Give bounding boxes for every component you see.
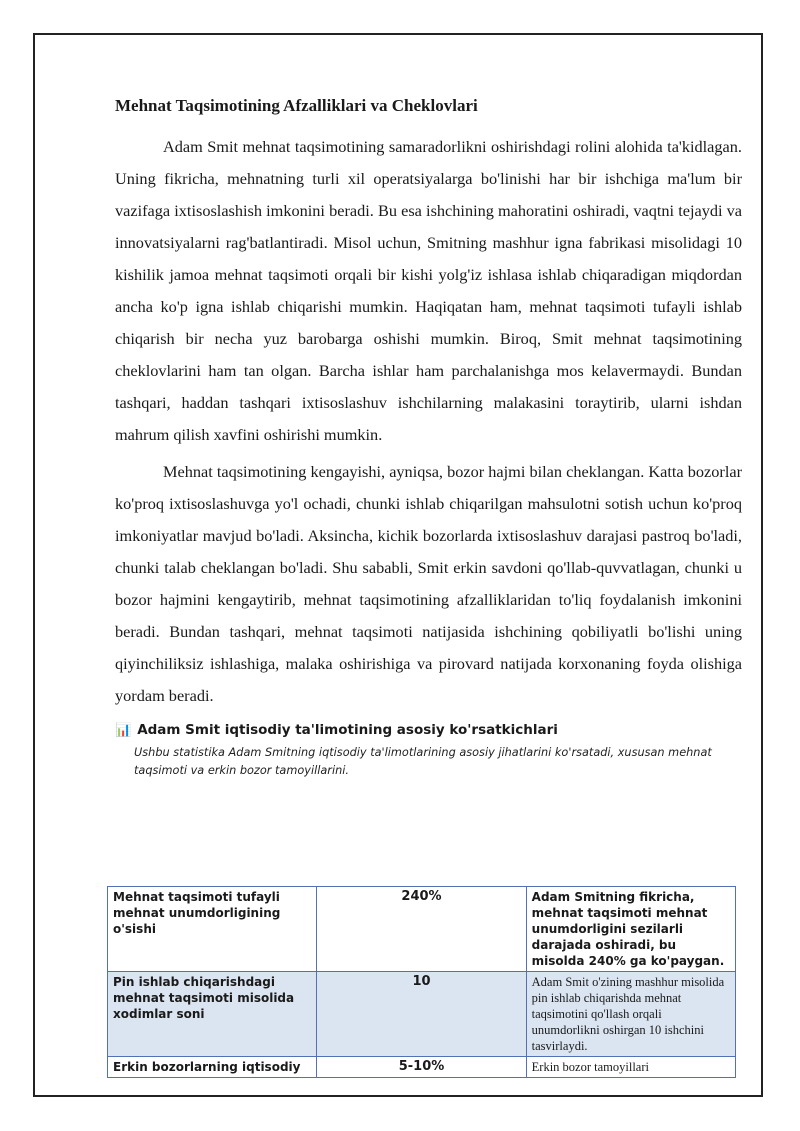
stats-title bbox=[115, 722, 742, 738]
row-value: 5-10% bbox=[317, 1057, 526, 1078]
table-row bbox=[108, 1057, 736, 1078]
row-note: Adam Smit o'zining mashhur misolida pin ishlab chiqarishda mehnat taqsimotini qo'llash orqali unumdorlikni oshirgan 10 ishchini tasvirlaydi. bbox=[526, 972, 735, 1057]
row-value: 240% bbox=[317, 887, 526, 972]
stats-table bbox=[107, 886, 736, 1078]
row-label: Erkin bozorlarning iqtisodiy bbox=[108, 1057, 317, 1078]
table-row bbox=[108, 972, 736, 1057]
row-label: Mehnat taqsimoti tufayli mehnat unumdorligining o'sishi bbox=[108, 887, 317, 972]
bar-chart-icon: 📊 bbox=[115, 722, 132, 738]
section-heading: Mehnat Taqsimotining Afzalliklari va Cheklovlari bbox=[115, 96, 478, 115]
paragraph-2: Mehnat taqsimotining kengayishi, ayniqsa, bozor hajmi bilan cheklangan. Katta bozorlar ko'proq ixtisoslashuvga yo'l ochadi, chunki ishlab chiqarilgan mahsulotni sotish uchun ko'proq imkoniyatlar mavjud bo'ladi. Aksincha, kichik bozorlarda ixtisoslashuv darajasi pastroq bo'ladi, chunki talab cheklangan bo'ladi. Shu sababli, Smit erkin savdoni qo'llab-quvvatlagan, chunki u bozor hajmini kengaytirib, mehnat taqsimotining afzalliklaridan to'liq foydalanish imkonini beradi. Bundan tashqari, mehnat taqsimoti natijasida ishchining qobiliyatli bo'lishi uning qiyinchiliksiz ishlashiga, malaka oshirishiga va pirovard natijada korxonaning foyda olishiga yordam beradi. bbox=[115, 462, 742, 706]
stats-description: Ushbu statistika Adam Smitning iqtisodiy ta'limotlarining asosiy jihatlarini ko'rsatadi, xususan mehnat taqsimoti va erkin bozor tamoyillarini. bbox=[134, 746, 712, 778]
row-value: 10 bbox=[317, 972, 526, 1057]
stats-title-text: Adam Smit iqtisodiy ta'limotining asosiy ko'rsatkichlari bbox=[137, 722, 558, 739]
row-note: Adam Smitning fikricha, mehnat taqsimoti mehnat unumdorligini sezilarli darajada oshiradi, bu misolda 240% ga ko'paygan. bbox=[526, 887, 735, 972]
table-row bbox=[108, 887, 736, 972]
row-label: Pin ishlab chiqarishdagi mehnat taqsimoti misolida xodimlar soni bbox=[108, 972, 317, 1057]
document-body bbox=[115, 95, 742, 784]
paragraph-1: Adam Smit mehnat taqsimotining samaradorlikni oshirishdagi rolini alohida ta'kidlagan. Uning fikricha, mehnatning turli xil operatsiyalarga bo'linishi har bir ishchiga ma'lum bir vazifaga ixtisoslashish imkonini beradi. Bu esa ishchining mahoratini oshiradi, vaqtni tejaydi va innovatsiyalarni rag'batlantiradi. Misol uchun, Smitning mashhur igna fabrikasi misolidagi 10 kishilik jamoa mehnat taqsimoti orqali bir kishi yolg'iz ishlasa ishlab chiqaradigan miqdordan ancha ko'p igna ishlab chiqarishi mumkin. Haqiqatan ham, mehnat taqsimoti tufayli ishlab chiqarish bir necha yuz barobarga oshishi mumkin. Biroq, Smit mehnat taqsimotining cheklovlarini ham tan olgan. Barcha ishlar ham parchalanishga mos kelavermaydi. Bundan tashqari, haddan tashqari ixtisoslashuv ishchilarning malakasini toraytirib, ularni ishdan mahrum qilish xavfini oshirishi mumkin. bbox=[115, 137, 742, 445]
row-note: Erkin bozor tamoyillari bbox=[526, 1057, 735, 1078]
